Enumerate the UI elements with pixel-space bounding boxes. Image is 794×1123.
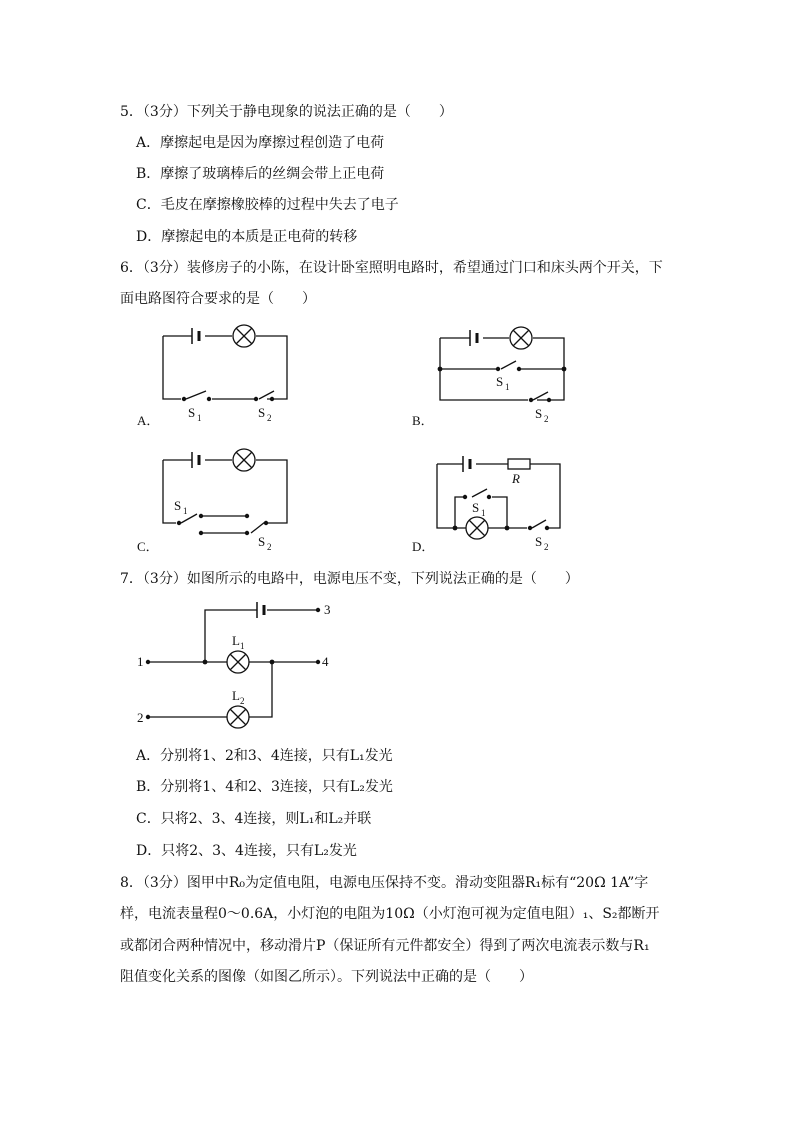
q7-figure (0, 595, 794, 735)
q6-stem-line1: 6．（3分）装修房子的小陈，在设计卧室照明电路时，希望通过门口和床头两个开关，下 (120, 260, 663, 276)
circuit-b (440, 327, 564, 400)
lamp-l2-label: L (232, 688, 240, 703)
q6-stem-line2: 面电路图符合要求的是（ ） (120, 291, 316, 307)
q8-line1: 8．（3分）图甲中R₀为定值电阻，电源电压保持不变。滑动变阻器R₁标有“20Ω 1A”字 (120, 875, 649, 891)
switch-sub: 1 (183, 506, 188, 516)
switch-sub: 2 (544, 414, 549, 424)
q6-label-a: A． (137, 413, 160, 428)
q7-stem: 7．（3分）如图所示的电路中，电源电压不变，下列说法正确的是（ ） (120, 571, 579, 587)
switch-label: S (472, 500, 480, 515)
q8-line3: 或都闭合两种情况中，移动滑片P（保证所有元件都安全）得到了两次电流表示数与R₁ (120, 938, 650, 954)
circuit-a (163, 325, 287, 399)
switch-label: S (496, 374, 504, 389)
terminal-2: 2 (137, 710, 144, 725)
resistor-label: R (512, 471, 520, 486)
q8-line2: 样，电流表量程0～0.6A，小灯泡的电阻为10Ω（小灯泡可视为定值电阻）₁、S₂都断开 (120, 906, 660, 922)
switch-label: S (174, 498, 182, 513)
switch-label: S (188, 405, 196, 420)
q5-option-c: C．毛皮在摩擦橡胶棒的过程中失去了电子 (136, 197, 399, 213)
terminal-3: 3 (324, 602, 331, 617)
q7-option-a: A．分别将1、2和3、4连接，只有L₁发光 (136, 748, 393, 764)
switch-sub: 1 (481, 508, 486, 518)
switch-sub: 1 (197, 413, 202, 423)
terminal-1: 1 (137, 654, 144, 669)
q6-label-d: D． (412, 539, 435, 554)
q6-label-b: B． (412, 413, 434, 428)
q5-stem: 5．（3分）下列关于静电现象的说法正确的是（ ） (120, 104, 453, 120)
q5-option-b: B．摩擦了玻璃棒后的丝绸会带上正电荷 (136, 166, 385, 182)
q5-option-d: D．摩擦起电的本质是正电荷的转移 (136, 229, 358, 245)
switch-sub: 2 (544, 542, 549, 552)
switch-sub: 2 (267, 542, 272, 552)
switch-label: S (258, 534, 266, 549)
q6-label-c: C． (137, 539, 159, 554)
lamp-l1-sub: 1 (240, 641, 245, 651)
lamp-l1-label: L (232, 633, 240, 648)
terminal-4: 4 (322, 654, 329, 669)
q7-option-c: C．只将2、3、4连接，则L₁和L₂并联 (136, 811, 372, 827)
switch-label: S (535, 534, 543, 549)
switch-sub: 1 (505, 382, 510, 392)
resistor-icon (508, 459, 530, 469)
lamp-l2-sub: 2 (240, 696, 245, 706)
q7-option-d: D．只将2、3、4连接，只有L₂发光 (136, 843, 357, 859)
circuit-c (163, 449, 287, 533)
q7-option-b: B．分别将1、4和2、3连接，只有L₂发光 (136, 779, 393, 795)
switch-label: S (535, 406, 543, 421)
q5-option-a: A．摩擦起电是因为摩擦过程创造了电荷 (136, 135, 385, 151)
switch-label: S (258, 405, 266, 420)
q8-line4: 阻值变化关系的图像（如图乙所示）。下列说法中正确的是（ ） (120, 969, 533, 985)
switch-sub: 2 (267, 413, 272, 423)
